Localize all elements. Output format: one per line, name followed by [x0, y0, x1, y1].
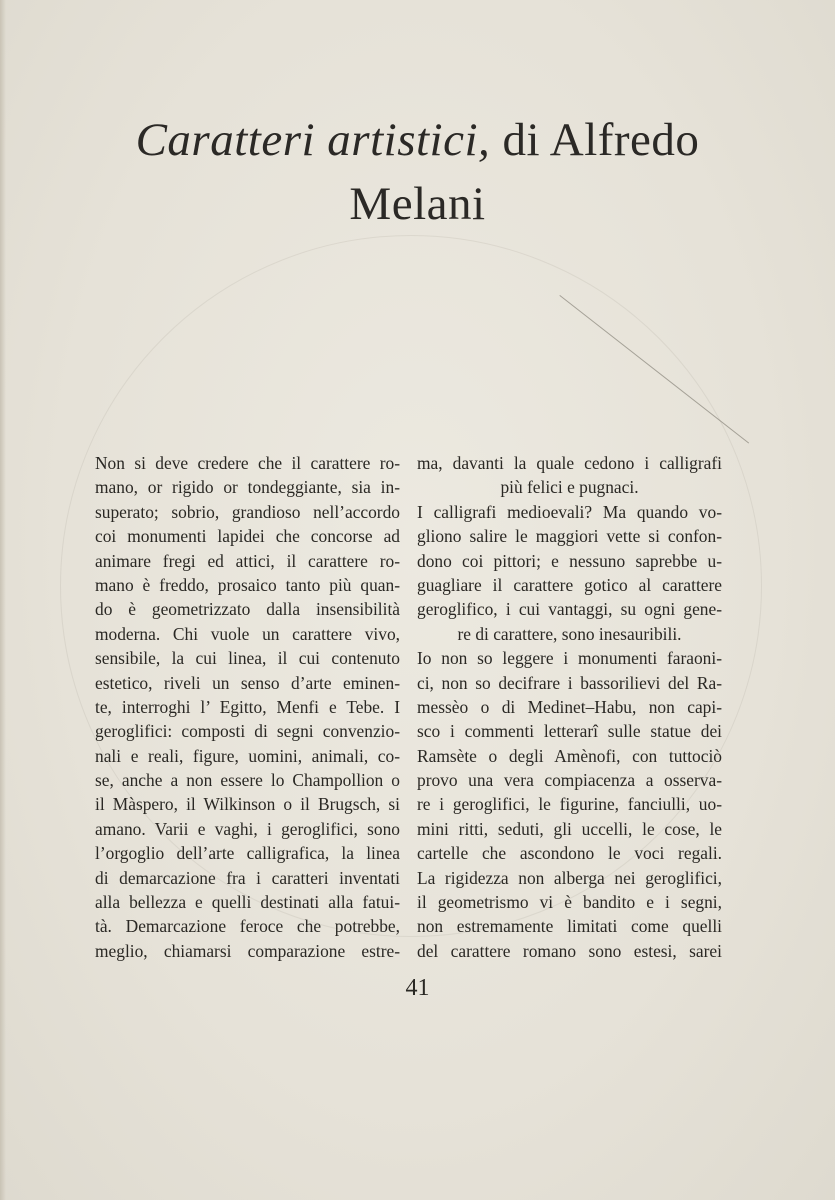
- text-line: moderna. Chi vuole un carattere vivo,: [95, 623, 400, 644]
- article-title: [60, 108, 775, 236]
- text-line: cartelle che ascondono le voci regali.: [417, 843, 722, 864]
- text-line: mano è freddo, prosaico tanto più quan-: [95, 574, 400, 595]
- text-line: re i geroglifici, le figurine, fanciulli, uo-: [417, 794, 722, 815]
- text-line: Ramsète o degli Amènofi, con tuttociò: [417, 745, 722, 766]
- page-edge-shadow: [0, 0, 6, 1200]
- text-line: meglio, chiamarsi comparazione estre-: [95, 940, 400, 961]
- text-line: La rigidezza non alberga nei geroglifici,: [417, 867, 722, 888]
- text-line: I calligrafi medioevali? Ma quando vo-: [417, 501, 722, 522]
- text-line: gliono salire le maggiori vette si confon-: [417, 526, 722, 547]
- text-line: il Màspero, il Wilkinson o il Brugsch, si: [95, 794, 400, 815]
- text-line: dono coi pittori; e nessuno saprebbe u-: [417, 550, 722, 571]
- left-text-column: [95, 451, 400, 963]
- text-line: mini ritti, seduti, gli uccelli, le cose, le: [417, 818, 722, 839]
- text-line: del carattere romano sono estesi, sarei: [417, 940, 722, 961]
- text-line: coi monumenti lapidei che concorse ad: [95, 526, 400, 547]
- text-line: più felici e pugnaci.: [500, 477, 639, 498]
- title-author: di Alfredo: [490, 114, 700, 166]
- text-line: guagliare il carattere gotico al carattere: [417, 574, 722, 595]
- text-line: do è geometrizzato dalla insensibilità: [95, 599, 400, 620]
- text-line: estetico, riveli un senso d’arte eminen-: [95, 672, 400, 693]
- text-line: provo una vera compiacenza a osserva-: [417, 770, 722, 791]
- text-line: l’orgoglio dell’arte calligrafica, la linea: [95, 843, 400, 864]
- text-line: Io non so leggere i monumenti faraoni-: [417, 648, 722, 669]
- text-line: se, anche a non essere lo Champollion o: [95, 770, 400, 791]
- text-line: ma, davanti la quale cedono i calligrafi: [417, 453, 722, 473]
- text-line: alla bellezza e quelli destinati alla fatui-: [95, 892, 400, 913]
- text-line: ci, non so decifrare i bassorilievi del Ra-: [417, 672, 722, 693]
- text-line: superato; sobrio, grandioso nell’accordo: [95, 501, 400, 522]
- text-line: non estremamente limitati come quelli: [417, 916, 722, 937]
- text-line: amano. Varii e vaghi, i geroglifici, sono: [95, 818, 400, 839]
- page-number: 41: [405, 975, 430, 1001]
- right-text-column: [417, 451, 722, 963]
- title-italic: Caratteri artistici,: [135, 114, 491, 166]
- text-line: sco i commenti letterarî sulle statue dei: [417, 721, 722, 742]
- text-line: re di carattere, sono inesauribili.: [457, 623, 682, 644]
- text-line: di demarcazione fra i caratteri inventati: [95, 867, 400, 888]
- text-line: mano, or rigido or tondeggiante, sia in-: [95, 477, 400, 498]
- text-line: nali e reali, figure, uomini, animali, co-: [95, 745, 400, 766]
- text-line: sensibile, la cui linea, il cui contenuto: [95, 648, 400, 669]
- text-line: geroglifici: composti di segni convenzio-: [95, 721, 400, 742]
- text-line: Non si deve credere che il carattere ro-: [95, 453, 400, 473]
- text-line: tà. Demarcazione feroce che potrebbe,: [95, 916, 400, 937]
- text-line: te, interroghi l’ Egitto, Menfi e Tebe. I: [95, 696, 400, 717]
- text-line: il geometrismo vi è bandito e i segni,: [417, 892, 722, 913]
- text-line: messèo o di Medinet–Habu, non capi-: [417, 696, 722, 717]
- text-line: geroglifico, i cui vantaggi, su ogni gene-: [417, 599, 722, 620]
- text-line: animare fregi ed attici, il carattere ro-: [95, 550, 400, 571]
- title-author-surname: Melani: [349, 178, 486, 230]
